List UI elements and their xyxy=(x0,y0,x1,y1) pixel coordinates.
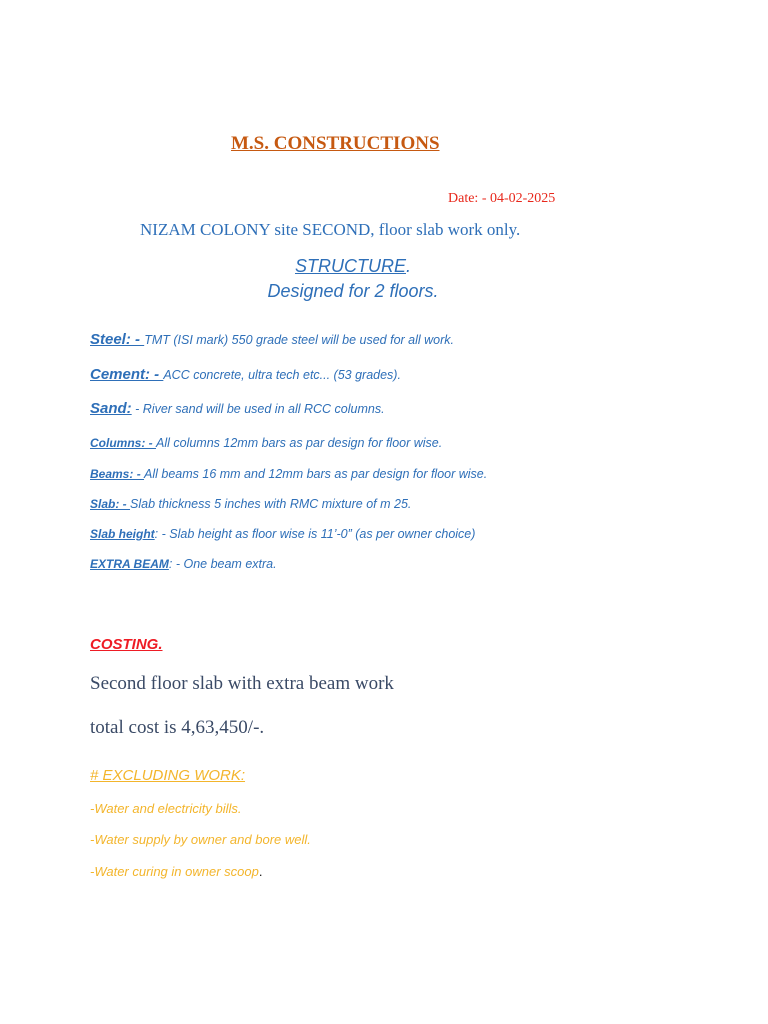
spec-sand-label: Sand: xyxy=(90,400,132,417)
spec-columns-text: All columns 12mm bars as par design for floor wise. xyxy=(156,436,443,450)
total-cost: total cost is 4,63,450/-. xyxy=(90,717,265,738)
structure-title: STRUCTURE xyxy=(294,256,406,276)
spec-steel-label: Steel: - xyxy=(90,331,145,348)
document-date: Date: - 04-02-2025 xyxy=(448,191,556,206)
spec-steel-text: TMT (ISI mark) 550 grade steel will be used for all work. xyxy=(144,333,455,347)
structure-subtitle: Designed for 2 floors. xyxy=(267,281,439,301)
excluding-item-dot: . xyxy=(258,864,263,879)
spec-slab-height xyxy=(90,525,475,543)
cost-description: Second floor slab with extra beam work xyxy=(90,673,394,694)
spec-slab-height-text: : - Slab height as floor wise is 11’-0” (as per owner choice) xyxy=(154,527,476,541)
spec-extra-beam-label: EXTRA BEAM xyxy=(90,557,169,571)
excluding-item xyxy=(90,864,262,879)
costing-heading: COSTING. xyxy=(90,636,163,653)
spec-slab xyxy=(90,495,411,513)
spec-sand-text: - River sand will be used in all RCC columns. xyxy=(131,402,385,416)
spec-steel xyxy=(90,331,454,349)
spec-cement-text: ACC concrete, ultra tech etc... (53 grades). xyxy=(163,368,401,382)
company-name: M.S. CONSTRUCTIONS xyxy=(231,133,440,154)
spec-extra-beam-text: : - One beam extra. xyxy=(168,557,277,571)
spec-slab-text: Slab thickness 5 inches with RMC mixture of m 25. xyxy=(130,497,412,511)
excluding-heading: # EXCLUDING WORK: xyxy=(90,767,246,784)
spec-cement xyxy=(90,366,401,384)
spec-slab-height-label: Slab height xyxy=(90,527,155,541)
spec-slab-label: Slab: - xyxy=(90,497,131,511)
spec-beams-label: Beams: - xyxy=(90,467,145,481)
spec-sand xyxy=(90,400,385,418)
structure-heading xyxy=(0,256,706,277)
spec-cement-label: Cement: - xyxy=(90,366,164,383)
excluding-item: -Water and electricity bills. xyxy=(90,801,242,816)
spec-beams-text: All beams 16 mm and 12mm bars as par design for floor wise. xyxy=(144,467,488,481)
spec-beams xyxy=(90,465,487,483)
spec-extra-beam xyxy=(90,555,277,573)
structure-title-dot: . xyxy=(405,256,411,276)
excluding-item-text: -Water curing in owner scoop xyxy=(90,864,259,879)
excluding-item: -Water supply by owner and bore well. xyxy=(90,832,311,847)
spec-columns xyxy=(90,434,442,452)
spec-columns-label: Columns: - xyxy=(90,436,156,450)
site-description: NIZAM COLONY site SECOND, floor slab work only. xyxy=(140,220,521,239)
